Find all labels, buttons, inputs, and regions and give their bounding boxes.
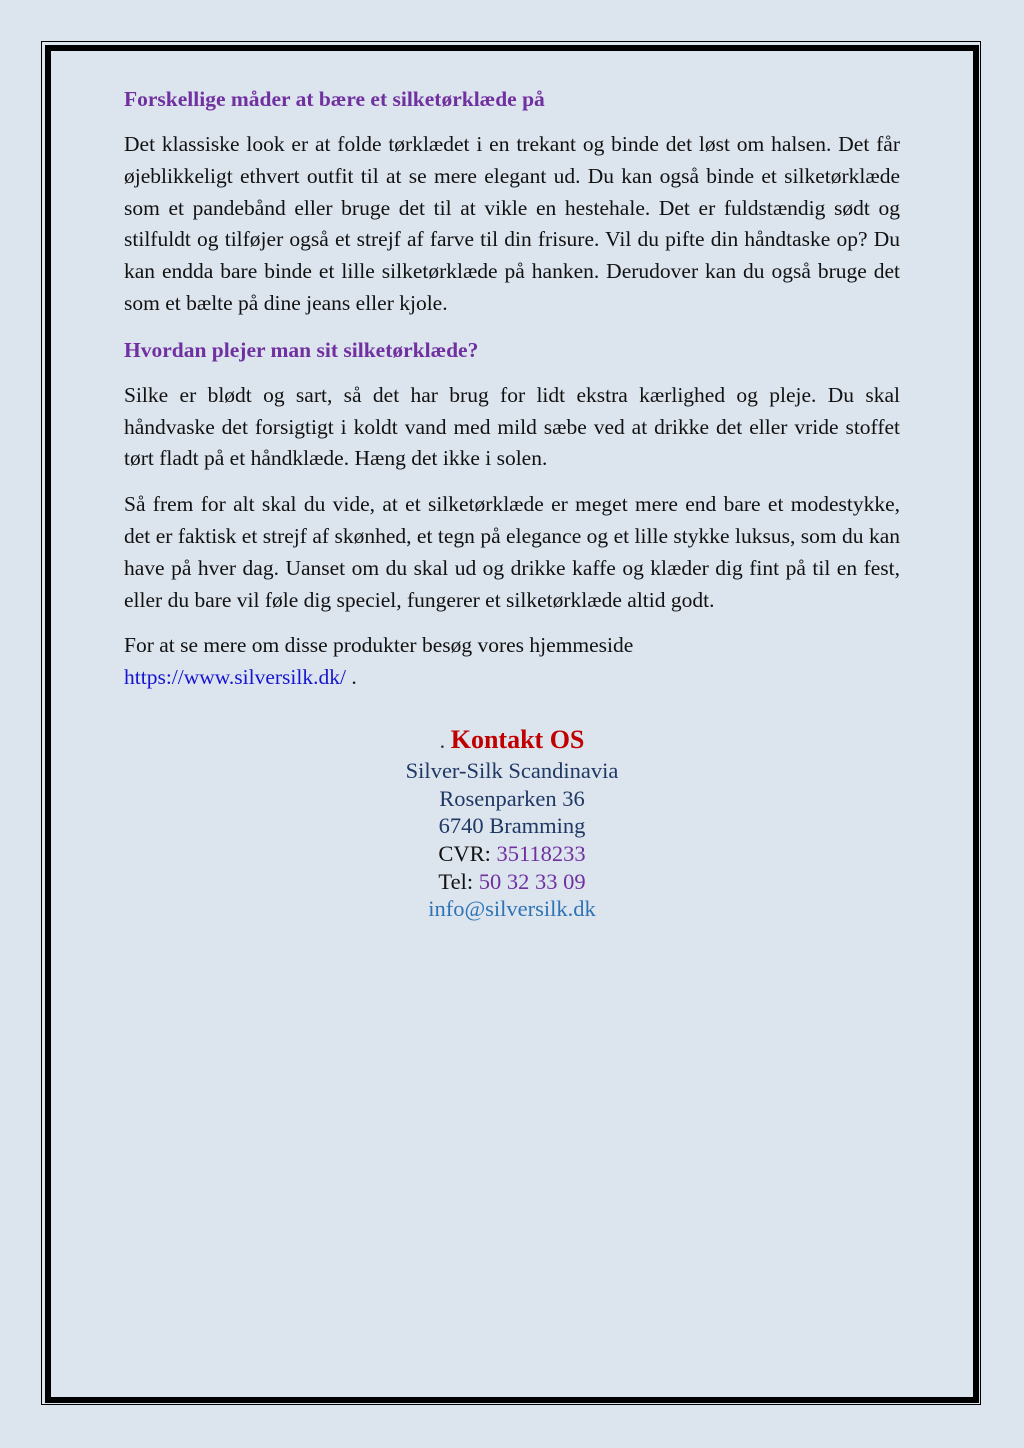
paragraph-ways-to-wear: Det klassiske look er at folde tørklædet i en trekant og binde det løst om halsen. Det får øjeblikkeligt ethvert outfit til at se mere elegant ud. Du kan også binde et silketørklæde som et pandebånd eller bruge det til at vikle en hestehale. Det er fuldstændig sødt og stilfuldt og tilføjer også et strejf af farve til din frisure. Vil du pifte din håndtaske op? Du kan endda bare binde et lille silketørklæde på hanken. Derudover kan du også bruge det som et bælte på dine jeans eller kjole. bbox=[124, 132, 900, 315]
contact-prefix-dot: . bbox=[439, 727, 446, 753]
contact-email-link[interactable]: info@silversilk.dk bbox=[428, 896, 596, 922]
contact-block bbox=[124, 724, 900, 923]
heading-ways-to-wear: Forskellige måder at bære et silketørklæde på bbox=[124, 87, 545, 111]
website-link[interactable]: https://www.silversilk.dk/ bbox=[124, 665, 346, 690]
website-link-trailing: . bbox=[345, 665, 357, 690]
website-paragraph bbox=[124, 630, 900, 694]
document-body bbox=[124, 82, 900, 923]
contact-cvr-label: CVR: bbox=[438, 841, 491, 867]
contact-email-row bbox=[124, 895, 900, 923]
contact-title: Kontakt OS bbox=[450, 724, 585, 754]
contact-company: Silver-Silk Scandinavia bbox=[405, 757, 619, 783]
contact-city: 6740 Bramming bbox=[438, 813, 586, 839]
contact-cvr-value: 35118233 bbox=[496, 841, 586, 867]
contact-tel-value[interactable]: 50 32 33 09 bbox=[478, 868, 586, 894]
contact-cvr bbox=[124, 840, 900, 868]
contact-tel-label: Tel: bbox=[438, 868, 474, 894]
website-intro-text: For at se mere om disse produkter besøg vores hjemmeside bbox=[124, 633, 634, 658]
paragraph-closing: Så frem for alt skal du vide, at et silketørklæde er meget mere end bare et modestykke, det er faktisk et strejf af skønhed, et tegn på elegance og et lille stykke luksus, som du kan have på hver dag. Uanset om du skal ud og drikke kaffe og klæder dig fint på til en fest, eller du bare vil føle dig speciel, fungerer et silketørklæde altid godt. bbox=[124, 492, 900, 612]
contact-tel bbox=[124, 868, 900, 896]
contact-street: Rosenparken 36 bbox=[439, 785, 585, 811]
contact-title-row bbox=[124, 724, 900, 757]
paragraph-care: Silke er blødt og sart, så det har brug for lidt ekstra kærlighed og pleje. Du skal håndvaske det forsigtigt i koldt vand med mild sæbe ved at drikke det eller vride stoffet tørt fladt på et håndklæde. Hæng det ikke i solen. bbox=[124, 382, 900, 471]
heading-care: Hvordan plejer man sit silketørklæde? bbox=[124, 337, 479, 362]
